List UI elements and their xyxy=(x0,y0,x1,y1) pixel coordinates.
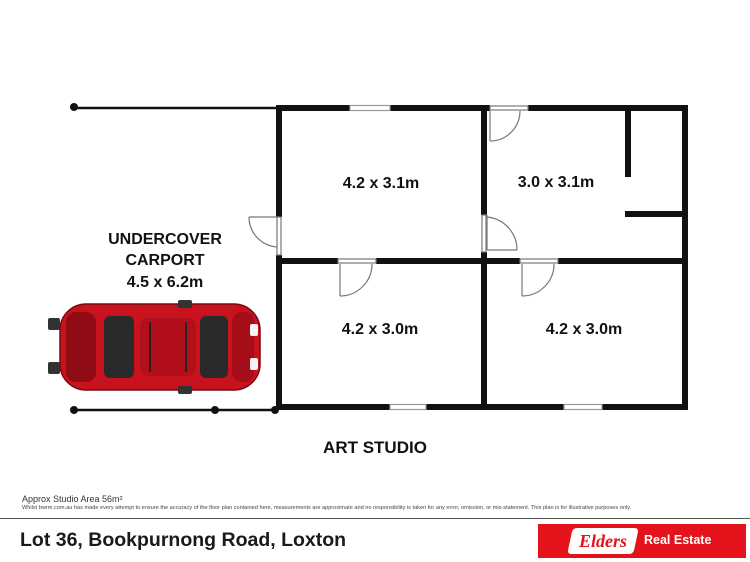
carport-label-line3: 4.5 x 6.2m xyxy=(126,274,204,291)
door-interior-left xyxy=(338,259,376,296)
doors xyxy=(249,106,558,296)
interior-walls xyxy=(276,105,688,410)
room-label-bottom-left: 4.2 x 3.0m xyxy=(341,321,419,338)
footer-divider xyxy=(0,518,750,519)
agency-banner xyxy=(538,524,746,558)
car-illustration xyxy=(48,300,260,394)
door-top xyxy=(490,106,528,141)
door-interior-vertical xyxy=(482,215,517,252)
room-label-bottom-right: 4.2 x 3.0m xyxy=(545,321,623,338)
room-label-top-left: 4.2 x 3.1m xyxy=(342,175,420,192)
agency-tagline: Real Estate xyxy=(644,533,712,547)
door-carport-entry xyxy=(249,217,281,255)
room-label-top-right: 3.0 x 3.1m xyxy=(517,174,595,191)
agency-logo xyxy=(567,528,639,554)
disclaimer-text: Whilst bwrm.com.au has made every attempt to ensure the accuracy of the floor plan contained here, measurements are approximate and no responsibility is taken for any error, omission, or mis-statement. This plan is for illustrative purposes only. xyxy=(22,505,632,511)
property-address: Lot 36, Bookpurnong Road, Loxton xyxy=(20,529,347,551)
door-interior-right xyxy=(520,259,558,296)
carport-label-line2: CARPORT xyxy=(125,252,205,269)
windows xyxy=(350,106,602,410)
building-name: ART STUDIO xyxy=(323,438,427,457)
carport-label-line1: UNDERCOVER xyxy=(108,231,222,248)
agency-logo-text: Elders xyxy=(578,531,627,551)
studio-area: Approx Studio Area 56m² xyxy=(22,494,123,504)
